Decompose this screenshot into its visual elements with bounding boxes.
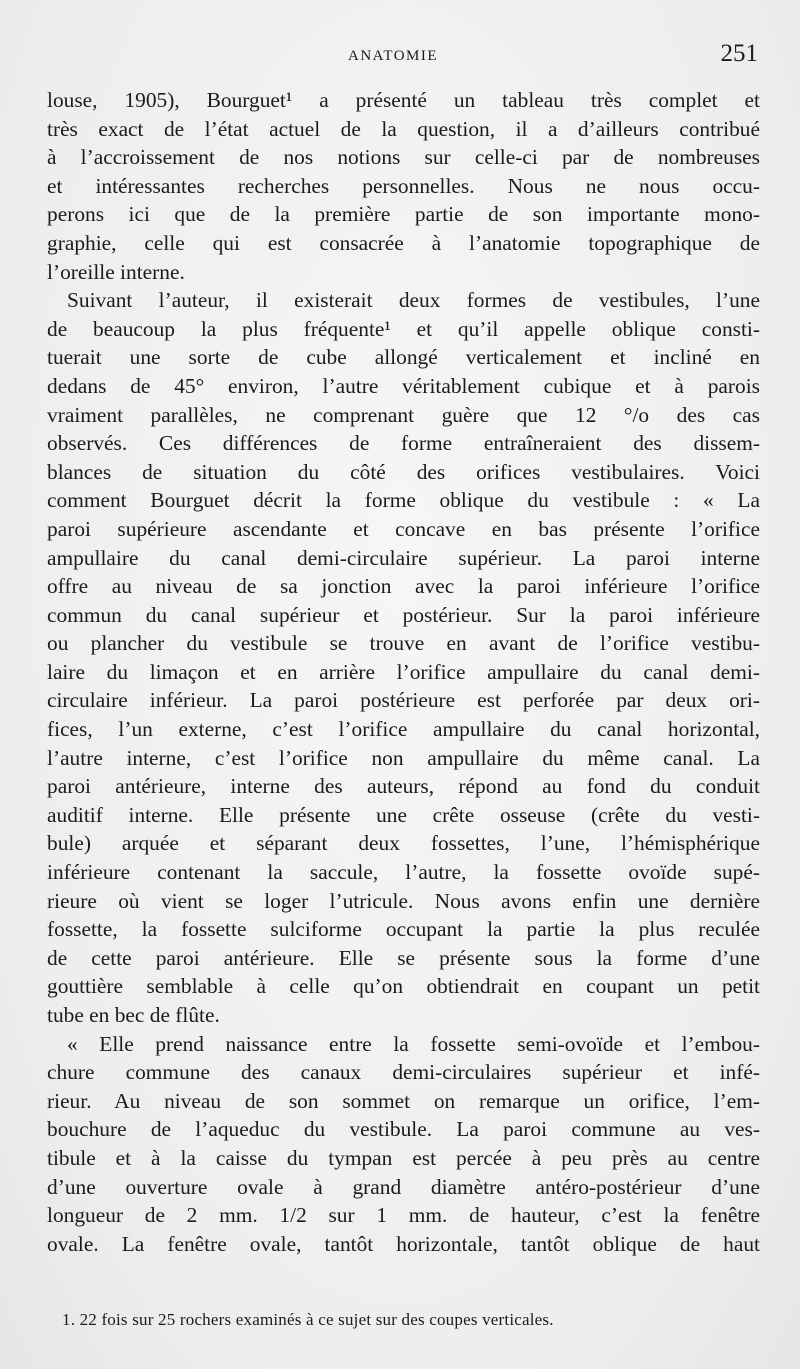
text-line: offre au niveau de sa jonction avec la paroi inférieure l’orifice: [47, 574, 760, 599]
text-line: bule) arquée et séparant deux fossettes, l’une, l’hémisphérique: [47, 831, 760, 856]
text-line: perons ici que de la première partie de son importante mono-: [47, 202, 760, 227]
body-text: [47, 86, 760, 1258]
text-line: paroi supérieure ascendante et concave en bas présente l’orifice: [47, 516, 760, 541]
text-line: ampullaire du canal demi-circulaire supérieur. La paroi interne: [47, 545, 760, 570]
page-number: 251: [720, 40, 758, 67]
text-line: longueur de 2 mm. 1/2 sur 1 mm. de hauteur, c’est la fenêtre: [47, 1203, 760, 1228]
text-line: d’une ouverture ovale à grand diamètre antéro-postérieur d’une: [47, 1174, 760, 1199]
text-line: très exact de l’état actuel de la question, il a d’ailleurs contribué: [47, 116, 760, 141]
text-line: Suivant l’auteur, il existerait deux formes de vestibules, l’une: [67, 288, 760, 313]
text-line: à l’accroissement de nos notions sur celle-ci par de nombreuses: [47, 145, 760, 170]
text-line: de beaucoup la plus fréquente¹ et qu’il appelle oblique consti-: [47, 316, 760, 341]
text-line: graphie, celle qui est consacrée à l’anatomie topographique de: [47, 230, 760, 255]
text-line: laire du limaçon et en arrière l’orifice ampullaire du canal demi-: [47, 659, 760, 684]
text-line: bouchure de l’aqueduc du vestibule. La paroi commune au ves-: [47, 1117, 760, 1142]
text-line: blances de situation du côté des orifices vestibulaires. Voici: [47, 459, 760, 484]
text-line: de cette paroi antérieure. Elle se présente sous la forme d’une: [47, 945, 760, 970]
text-line: gouttière semblable à celle qu’on obtiendrait en coupant un petit: [47, 974, 760, 999]
text-line: chure commune des canaux demi-circulaires supérieur et infé-: [47, 1060, 760, 1085]
text-line: rieur. Au niveau de son sommet on remarque un orifice, l’em-: [47, 1088, 760, 1113]
text-line: inférieure contenant la saccule, l’autre, la fossette ovoïde supé-: [47, 860, 760, 885]
text-line: vraiment parallèles, ne comprenant guère que 12 °/o des cas: [47, 402, 760, 427]
text-line: commun du canal supérieur et postérieur. Sur la paroi inférieure: [47, 602, 760, 627]
running-header: [0, 40, 800, 70]
text-line: dedans de 45° environ, l’autre véritablement cubique et à parois: [47, 373, 760, 398]
text-line: circulaire inférieur. La paroi postérieure est perforée par deux ori-: [47, 688, 760, 713]
text-line: fices, l’un externe, c’est l’orifice ampullaire du canal horizontal,: [47, 717, 760, 742]
text-line: tube en bec de flûte.: [47, 1003, 220, 1027]
text-line: et intéressantes recherches personnelles. Nous ne nous occu-: [47, 173, 760, 198]
text-line: ovale. La fenêtre ovale, tantôt horizontale, tantôt oblique de haut: [47, 1231, 760, 1256]
text-line: fossette, la fossette sulciforme occupant la partie la plus reculée: [47, 917, 760, 942]
text-line: auditif interne. Elle présente une crête osseuse (crête du vesti-: [47, 802, 760, 827]
text-line: rieure où vient se loger l’utricule. Nous avons enfin une dernière: [47, 888, 760, 913]
text-line: comment Bourguet décrit la forme oblique du vestibule : « La: [47, 488, 760, 513]
text-line: observés. Ces différences de forme entraîneraient des dissem-: [47, 431, 760, 456]
text-line: ou plancher du vestibule se trouve en avant de l’orifice vestibu-: [47, 631, 760, 656]
text-line: tuerait une sorte de cube allongé verticalement et incliné en: [47, 345, 760, 370]
running-title: ANATOMIE: [348, 48, 439, 64]
text-line: « Elle prend naissance entre la fossette semi-ovoïde et l’embou-: [67, 1031, 760, 1056]
text-line: tibule et à la caisse du tympan est percée à peu près au centre: [47, 1145, 760, 1170]
text-line: paroi antérieure, interne des auteurs, répond au fond du conduit: [47, 774, 760, 799]
text-line: louse, 1905), Bourguet¹ a présenté un tableau très complet et: [47, 88, 760, 112]
footnote: 1. 22 fois sur 25 rochers examinés à ce sujet sur des coupes verticales.: [62, 1310, 554, 1329]
text-line: l’oreille interne.: [47, 259, 185, 284]
text-line: l’autre interne, c’est l’orifice non ampullaire du même canal. La: [47, 745, 760, 770]
